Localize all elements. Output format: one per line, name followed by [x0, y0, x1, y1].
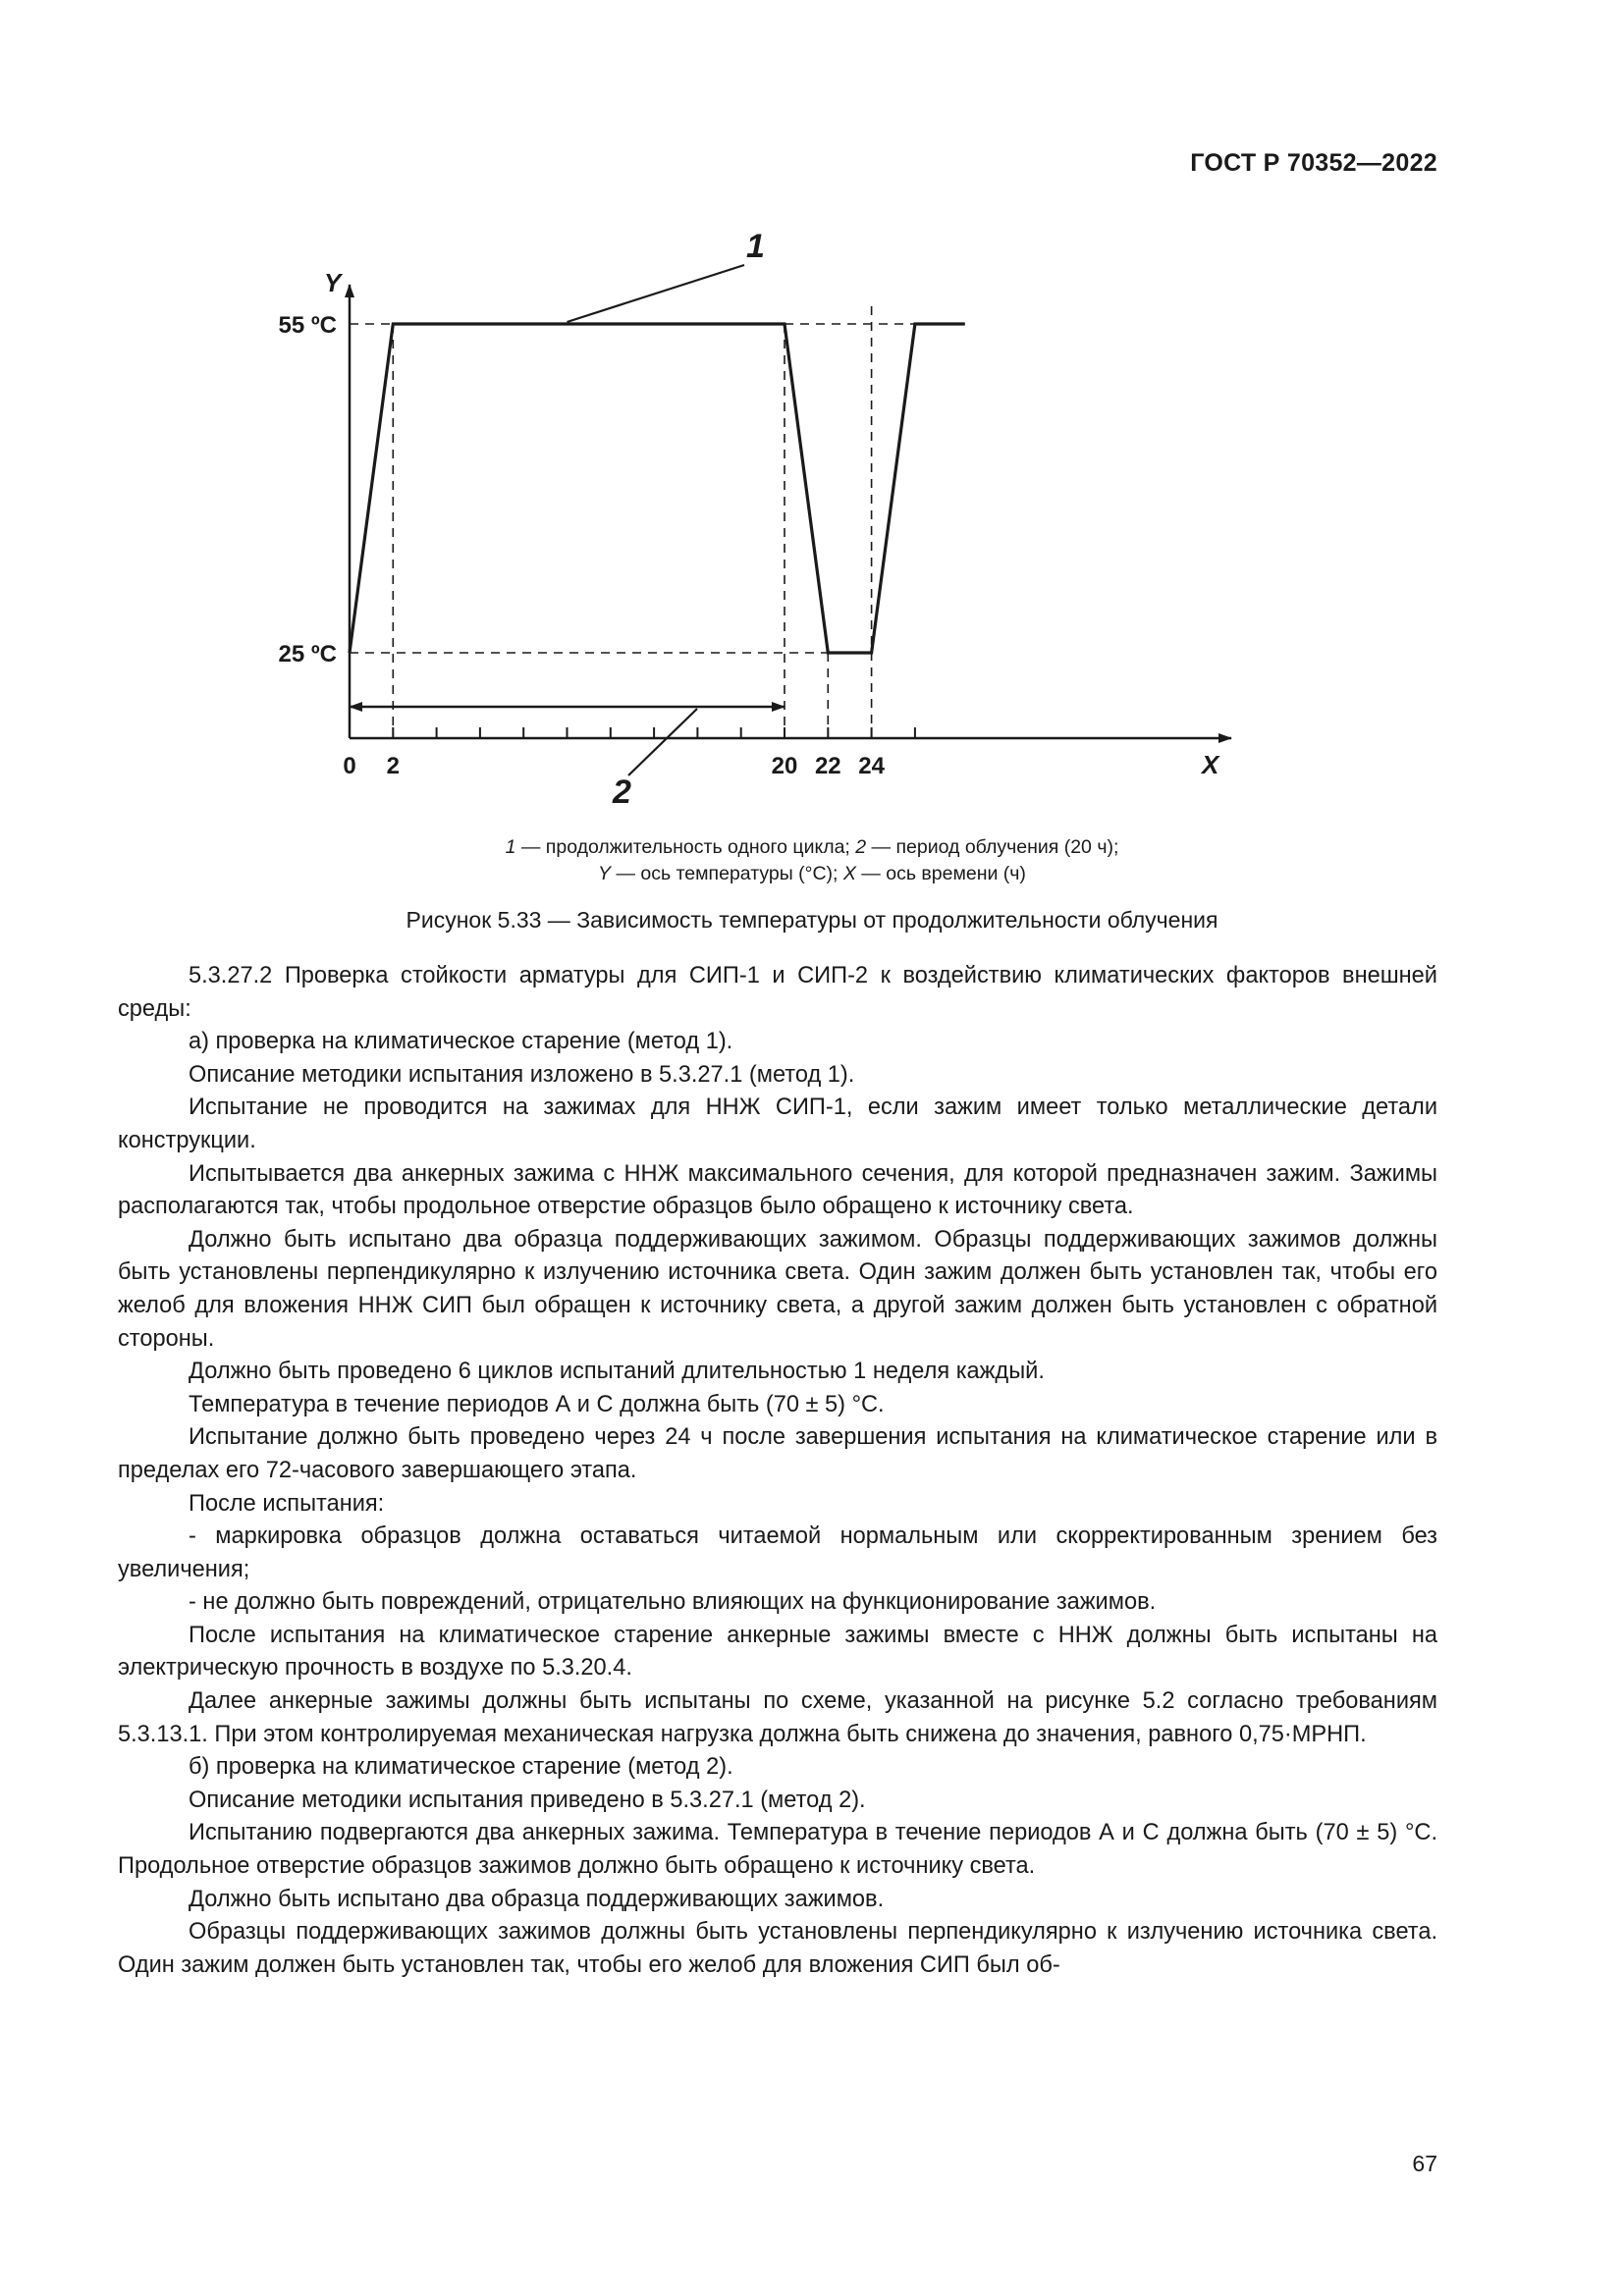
page-number: 67 — [1412, 2151, 1437, 2176]
body-paragraph: 5.3.27.2 Проверка стойкости арматуры для СИП-1 и СИП-2 к воздействию климатических факторов внешней среды: — [118, 963, 1437, 1022]
y-tick-label: 25 ºC — [278, 641, 337, 667]
body-paragraph: - маркировка образцов должна оставаться читаемой нормальным или скорректированным зрением без увеличения; — [118, 1523, 1437, 1582]
y-axis-title: Y — [324, 268, 342, 297]
x-tick-label: 24 — [858, 753, 885, 779]
body-paragraph: Испытание должно быть проведено через 24 ч после завершения испытания на климатическое старение или в пределах его 72-часового завершающего этапа. — [118, 1424, 1437, 1483]
body-paragraph: - не должно быть повреждений, отрицательно влияющих на функционирование зажимов. — [189, 1589, 1157, 1616]
x-tick-label: 0 — [343, 753, 356, 779]
temperature-cycle-line — [350, 324, 965, 653]
callout-1-label: 1 — [746, 228, 765, 265]
x-tick-label: 22 — [814, 753, 841, 779]
figure-legend — [0, 834, 1624, 887]
body-paragraph: а) проверка на климатическое старение (метод 1). — [189, 1029, 733, 1055]
figure-caption: Рисунок 5.33 — Зависимость температуры от продолжительности облучения — [406, 907, 1218, 933]
legend-segment: — ось времени (ч) — [855, 863, 1026, 884]
x-tick-label: 20 — [771, 753, 798, 779]
body-paragraph: Должно быть испытано два образца поддерживающих зажимов. — [189, 1886, 885, 1912]
body-paragraph: Должно быть проведено 6 циклов испытаний длительностью 1 неделя каждый. — [189, 1359, 1045, 1385]
body-text — [118, 960, 1437, 1982]
body-paragraph: Образцы поддерживающих зажимов должны быть установлены перпендикулярно к излучению источника света. Один зажим должен быть установлен так, чтобы его желоб для вложения СИП был об- — [118, 1919, 1437, 1978]
body-paragraph: Испытание не проводится на зажимах для ННЖ СИП-1, если зажим имеет только металлические детали конструкции. — [118, 1095, 1437, 1153]
y-tick-label: 55 ºC — [278, 312, 337, 339]
body-paragraph: Испытанию подвергаются два анкерных зажима. Температура в течение периодов А и С должна быть (70 ± 5) °С. Продольное отверстие образцов зажимов должно быть обращено к источнику света. — [118, 1820, 1437, 1880]
dashed-guide-lines — [350, 306, 915, 738]
legend-line-1 — [0, 834, 1624, 861]
body-paragraph: После испытания на климатическое старение анкерные зажимы вместе с ННЖ должны быть испытаны на электрическую прочность в воздухе по 5.3.20.4. — [118, 1622, 1437, 1682]
document-code: ГОСТ Р 70352—2022 — [1190, 149, 1437, 177]
legend-segment: — ось температуры (°С); — [611, 863, 843, 884]
y-axis-tick-labels — [279, 312, 337, 667]
legend-segment: 2 — [855, 836, 867, 858]
body-paragraph: Описание методики испытания изложено в 5.3.27.1 (метод 1). — [189, 1061, 855, 1088]
x-tick-label: 2 — [386, 753, 400, 779]
body-paragraph: Описание методики испытания приведено в 5.3.27.1 (метод 2). — [189, 1787, 866, 1813]
x-axis-title: X — [1202, 750, 1219, 779]
body-paragraph: После испытания: — [189, 1490, 385, 1517]
x-axis-tick-marks — [393, 727, 915, 738]
body-paragraph: Далее анкерные зажимы должны быть испытаны по схеме, указанной на рисунке 5.2 согласно требованиям 5.3.13.1. При этом контролируемая механическая нагрузка должна быть снижена до значения, равного 0,75·МРНП. — [118, 1688, 1437, 1747]
callout-1-leader — [568, 265, 745, 322]
legend-line-2 — [0, 861, 1624, 887]
legend-segment: Y — [598, 863, 612, 884]
body-paragraph: Должно быть испытано два образца поддерживающих зажимом. Образцы поддерживающих зажимов должны быть установлены перпендикулярно к излучению источника света. Один зажим должен быть установлен так, чтобы его желоб для вложения ННЖ СИП был обращен к источнику света, а другой зажим должен быть установлен с обратной стороны. — [118, 1226, 1437, 1352]
body-paragraph: б) проверка на климатическое старение (метод 2). — [189, 1754, 733, 1781]
body-paragraph: Испытывается два анкерных зажима с ННЖ максимального сечения, для которой предназначен зажим. Зажимы располагаются так, чтобы продольное отверстие образцов было обращено к источнику света. — [118, 1160, 1437, 1220]
legend-segment: — продолжительность одного цикла; — [515, 836, 856, 858]
legend-segment: 1 — [505, 836, 516, 858]
legend-segment: X — [842, 863, 856, 884]
temperature-time-chart — [0, 0, 1624, 883]
legend-segment: — период облучения (20 ч); — [866, 836, 1119, 858]
body-paragraph: Температура в течение периодов А и С должна быть (70 ± 5) °С. — [189, 1391, 885, 1417]
callout-2-leader — [628, 709, 697, 775]
callout-2-label: 2 — [613, 774, 631, 811]
